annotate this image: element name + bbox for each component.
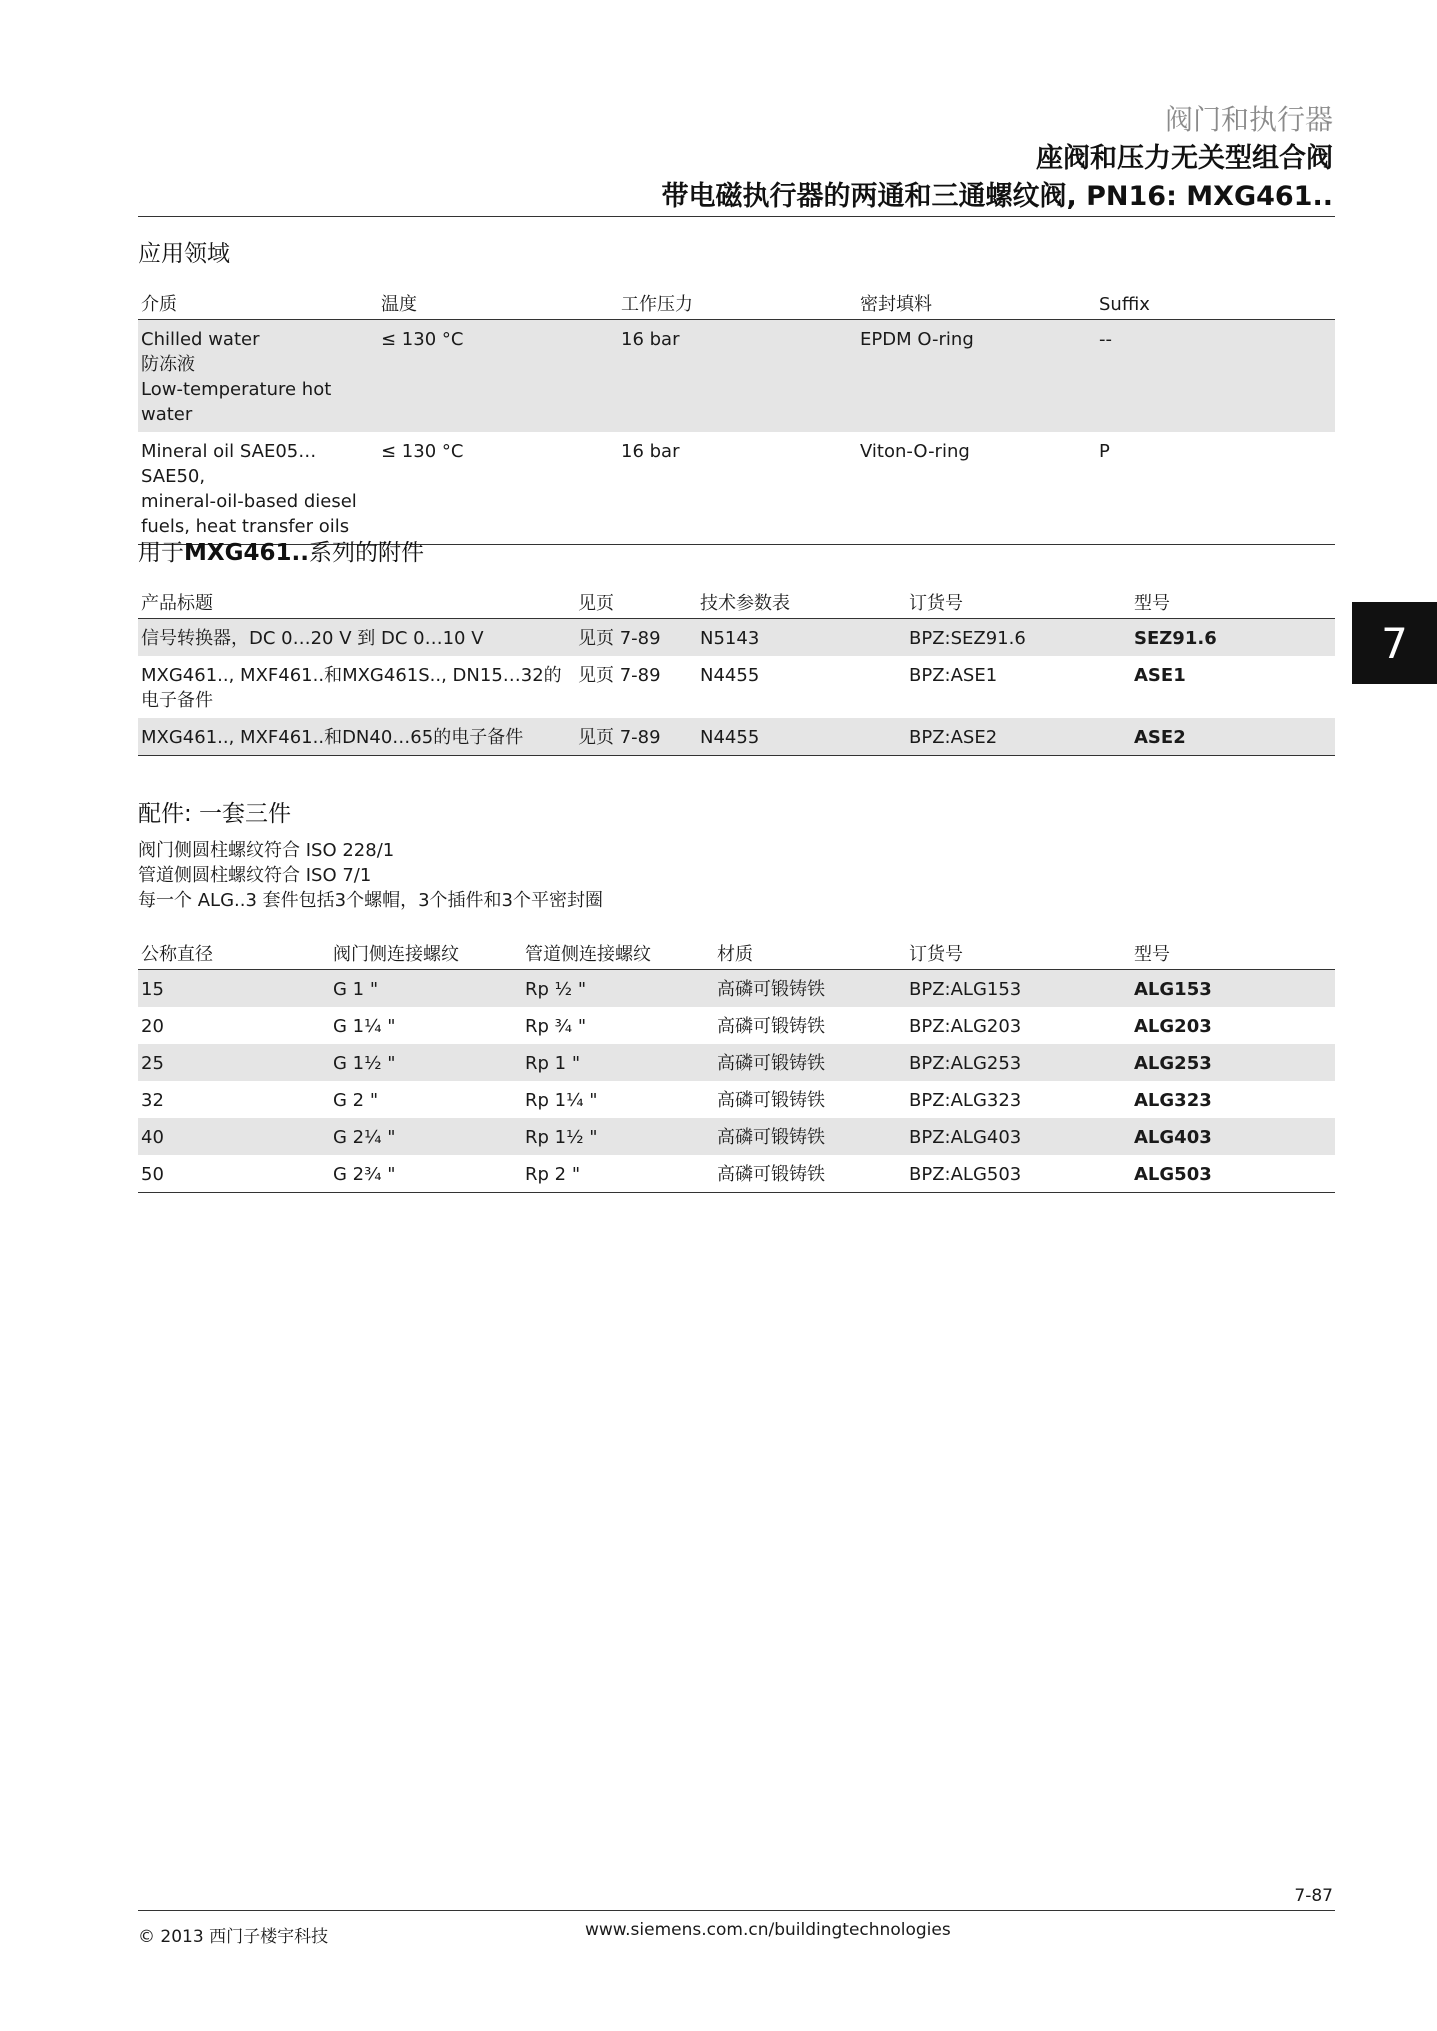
cell-title (138, 619, 575, 657)
table-header-row (138, 934, 1335, 970)
accessories-title-prefix: 用于 (138, 540, 184, 566)
header-title-line2: 带电磁执行器的两通和三通螺纹阀, PN16: MXG461.. (661, 181, 1333, 212)
fittings-note: 每一个 ALG..3 套件包括3个螺帽，3个插件和3个平密封圈 (138, 890, 603, 911)
accessories-title-suffix: 系列的附件 (308, 540, 424, 566)
cell-valve: G 2¾ " (330, 1155, 522, 1193)
cell-line: fuels, heat transfer oils (141, 516, 350, 537)
cell-medium (138, 320, 378, 433)
cell-seal: EPDM O-ring (857, 320, 1096, 433)
column-header: 见页 (575, 583, 697, 619)
cell-type: ALG253 (1131, 1044, 1335, 1081)
cell-order: BPZ:ALG403 (906, 1118, 1131, 1155)
table-header-row (138, 284, 1335, 320)
cell-pipe: Rp 1½ " (522, 1118, 714, 1155)
cell-pipe: Rp 2 " (522, 1155, 714, 1193)
column-header: 公称直径 (138, 934, 330, 970)
table-row (138, 718, 1335, 756)
cell-page: 见页 7-89 (575, 619, 697, 657)
fittings-notes (138, 838, 603, 913)
column-header: 阀门侧连接螺纹 (330, 934, 522, 970)
cell-line: 信号转换器，DC 0…20 V 到 DC 0…10 V (141, 628, 484, 649)
cell-pressure: 16 bar (618, 320, 857, 433)
accessories-title-series: MXG461.. (184, 540, 309, 566)
cell-type: ALG403 (1131, 1118, 1335, 1155)
cell-datasheet: N4455 (700, 665, 760, 686)
cell-order: BPZ:ALG153 (906, 970, 1131, 1008)
column-header: 订货号 (906, 934, 1131, 970)
cell-line: 防冻液 (141, 354, 195, 375)
application-section-title: 应用领域 (138, 241, 230, 267)
cell-dn: 32 (141, 1090, 164, 1111)
cell-seal: Viton-O-ring (857, 432, 1096, 545)
cell-material: 高磷可锻铸铁 (714, 1155, 906, 1193)
fittings-note: 管道侧圆柱螺纹符合 ISO 7/1 (138, 865, 372, 886)
cell-temp: ≤ 130 °C (378, 432, 618, 545)
cell-pipe: Rp ½ " (522, 970, 714, 1008)
page-number: 7-87 (1294, 1886, 1333, 1906)
column-header: 型号 (1131, 934, 1335, 970)
table-row (138, 1118, 1335, 1155)
cell-medium (138, 432, 378, 545)
column-header: Suffix (1096, 284, 1335, 320)
cell-dn: 15 (138, 970, 330, 1008)
table-row (138, 1155, 1335, 1193)
cell-dn: 50 (138, 1155, 330, 1193)
cell-valve: G 1½ " (330, 1044, 522, 1081)
cell-line: Chilled water (141, 329, 260, 350)
cell-material: 高磷可锻铸铁 (717, 1090, 825, 1111)
column-header: 产品标题 (138, 583, 575, 619)
cell-pipe: Rp 1¼ " (525, 1090, 598, 1111)
cell-line: 电子备件 (141, 690, 213, 711)
fittings-note: 阀门侧圆柱螺纹符合 ISO 228/1 (138, 840, 395, 861)
cell-type: SEZ91.6 (1131, 619, 1335, 657)
cell-material: 高磷可锻铸铁 (714, 1118, 906, 1155)
header-title-line1: 座阀和压力无关型组合阀 (1036, 143, 1333, 174)
column-header: 温度 (378, 284, 618, 320)
column-header: 工作压力 (618, 284, 857, 320)
header-category: 阀门和执行器 (1164, 103, 1333, 136)
cell-datasheet: N5143 (697, 619, 906, 657)
cell-order: BPZ:ALG323 (909, 1090, 1022, 1111)
cell-pipe: Rp ¾ " (525, 1016, 587, 1037)
cell-type: ALG503 (1131, 1155, 1335, 1193)
table-row (138, 656, 1335, 718)
cell-temp: ≤ 130 °C (378, 320, 618, 433)
cell-material: 高磷可锻铸铁 (714, 1044, 906, 1081)
accessories-section-title (138, 534, 424, 567)
column-header: 管道侧连接螺纹 (522, 934, 714, 970)
fittings-table (138, 934, 1335, 1193)
cell-suffix: -- (1096, 320, 1335, 433)
cell-type: ALG203 (1134, 1016, 1212, 1037)
table-row (138, 1007, 1335, 1044)
cell-title (138, 718, 575, 756)
footer-divider (138, 1910, 1335, 1911)
cell-order: BPZ:ASE1 (909, 665, 998, 686)
application-table (138, 284, 1335, 545)
cell-order: BPZ:SEZ91.6 (906, 619, 1131, 657)
table-row (138, 320, 1335, 433)
column-header: 订货号 (906, 583, 1131, 619)
cell-valve: G 2¼ " (330, 1118, 522, 1155)
accessories-table (138, 583, 1335, 756)
cell-line: MXG461.., MXF461..和MXG461S.., DN15…32的 (141, 665, 562, 686)
cell-order: BPZ:ALG203 (909, 1016, 1022, 1037)
cell-page: 见页 7-89 (575, 718, 697, 756)
cell-line: Low-temperature hot water (141, 379, 332, 425)
cell-type: ALG153 (1131, 970, 1335, 1008)
cell-order: BPZ:ALG503 (906, 1155, 1131, 1193)
cell-line: MXG461.., MXF461..和DN40…65的电子备件 (141, 727, 524, 748)
table-header-row (138, 583, 1335, 619)
fittings-section-title: 配件: 一套三件 (138, 801, 292, 827)
cell-type: ASE2 (1131, 718, 1335, 756)
cell-dn: 25 (138, 1044, 330, 1081)
cell-valve: G 2 " (333, 1090, 379, 1111)
cell-order: BPZ:ASE2 (906, 718, 1131, 756)
column-header: 材质 (714, 934, 906, 970)
copyright: © 2013 西门子楼宇科技 (138, 1927, 329, 1947)
cell-material: 高磷可锻铸铁 (717, 1016, 825, 1037)
column-header: 技术参数表 (697, 583, 906, 619)
cell-type: ALG323 (1134, 1090, 1212, 1111)
cell-valve: G 1 " (330, 970, 522, 1008)
table-row (138, 1044, 1335, 1081)
cell-pipe: Rp 1 " (522, 1044, 714, 1081)
column-header: 型号 (1131, 583, 1335, 619)
cell-type: ASE1 (1134, 665, 1186, 686)
cell-page: 见页 7-89 (578, 665, 661, 686)
cell-valve: G 1¼ " (333, 1016, 396, 1037)
cell-dn: 20 (141, 1016, 164, 1037)
cell-datasheet: N4455 (697, 718, 906, 756)
chapter-tab: 7 (1352, 602, 1437, 684)
cell-title (138, 656, 575, 718)
cell-line: mineral-oil-based diesel (141, 491, 357, 512)
cell-dn: 40 (138, 1118, 330, 1155)
cell-order: BPZ:ALG253 (906, 1044, 1131, 1081)
cell-material: 高磷可锻铸铁 (714, 970, 906, 1008)
header-divider (138, 216, 1335, 217)
table-row (138, 1081, 1335, 1118)
cell-pressure: 16 bar (618, 432, 857, 545)
table-row (138, 970, 1335, 1008)
table-row (138, 619, 1335, 657)
cell-suffix: P (1096, 432, 1335, 545)
column-header: 介质 (138, 284, 378, 320)
cell-line: Mineral oil SAE05…SAE50, (141, 441, 317, 487)
table-row (138, 432, 1335, 545)
column-header: 密封填料 (857, 284, 1096, 320)
page-header (661, 100, 1333, 216)
website-link[interactable]: www.siemens.com.cn/buildingtechnologies (585, 1920, 951, 1940)
